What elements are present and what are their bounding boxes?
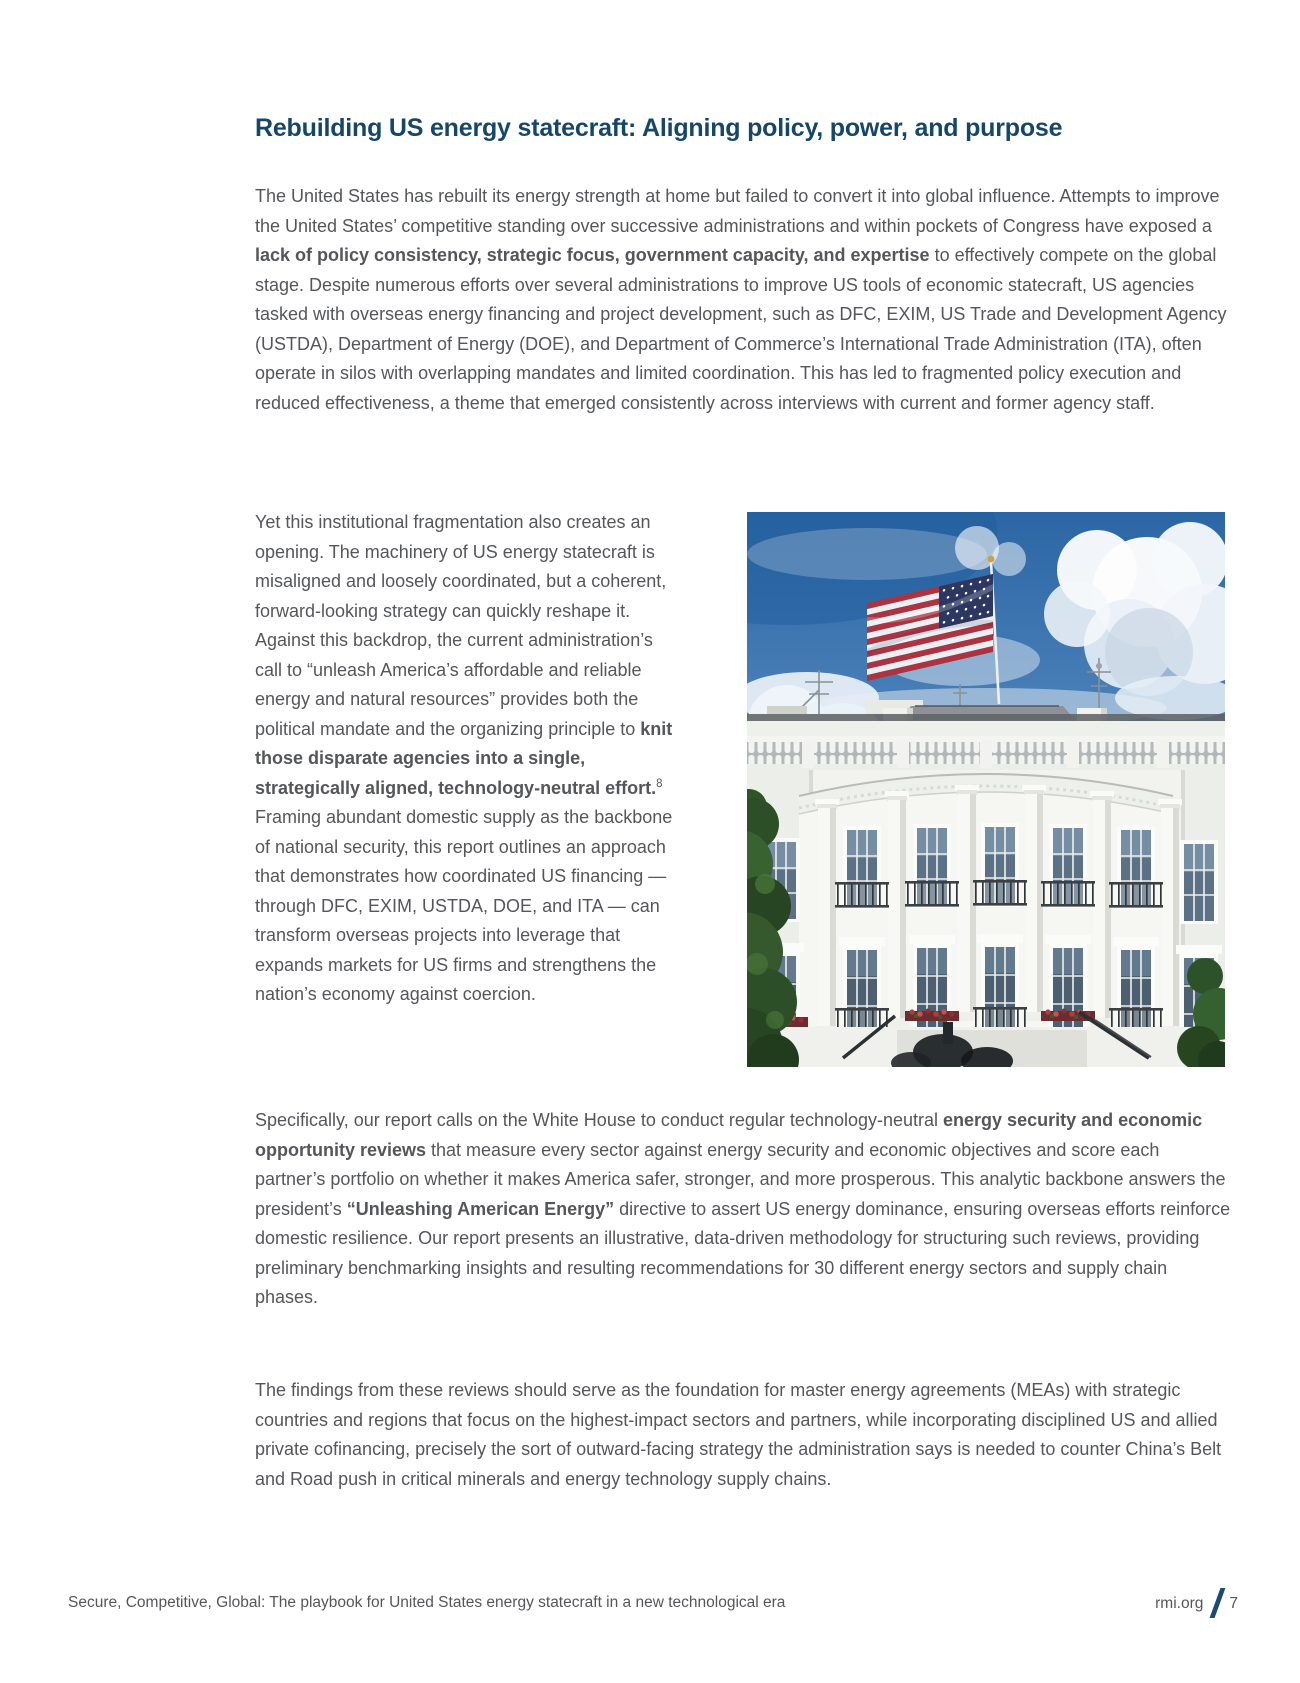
white-house-photo (747, 512, 1225, 1067)
footer-site-label: rmi.org (1155, 1595, 1204, 1612)
white-house-illustration (747, 512, 1225, 1067)
intro-paragraph: The United States has rebuilt its energy strength at home but failed to convert it into global influence. Attempts to improve the United States’ competitive standing over successive administrations and within pockets of Congress have exposed a lack of policy consistency, strategic focus, government capacity, and expertise to effectively compete on the global stage. Despite numerous efforts over several administrations to improve US tools of economic statecraft, US agencies tasked with overseas energy financing and project development, such as DFC, EXIM, US Trade and Development Agency (USTDA), Department of Energy (DOE), and Department of Commerce’s International Trade Administration (ITA), often operate in silos with overlapping mandates and limited coordination. This has led to fragmented policy execution and reduced effectiveness, a theme that emerged consistently across interviews with current and former agency staff. (255, 186, 1227, 413)
footer-page-number: 7 (1229, 1595, 1238, 1612)
findings-paragraph: The findings from these reviews should serve as the foundation for master energy agreements (MEAs) with strategic countries and regions that focus on the highest-impact sectors and partners, while incorporating disciplined US and allied private cofinancing, precisely the sort of outward-facing strategy the administration says is needed to counter China’s Belt and Road push in critical minerals and energy technology supply chains. (255, 1380, 1222, 1489)
footer-slash-icon (1210, 1588, 1226, 1618)
footer-report-title: Secure, Competitive, Global: The playbook for United States energy statecraft in a new technological era (68, 1594, 786, 1611)
specifically-paragraph: Specifically, our report calls on the White House to conduct regular technology-neutral energy security and economic opportunity reviews that measure every sector against energy security and economic objectives and score each partner’s portfolio on whether it makes America safer, stronger, and more prosperous. This analytic backbone answers the president’s “Unleashing American Energy” directive to assert US energy dominance, ensuring overseas efforts reinforce domestic resilience. Our report presents an illustrative, data-driven methodology for structuring such reviews, providing preliminary benchmarking insights and resulting recommendations for 30 different energy sectors and supply chain phases. (255, 1110, 1231, 1307)
footer-pagination (1155, 1589, 1238, 1619)
page-title: Rebuilding US energy statecraft: Aligning policy, power, and purpose (255, 114, 1063, 142)
column-paragraph: Yet this institutional fragmentation also creates an opening. The machinery of US energy statecraft is misaligned and loosely coordinated, but a coherent, forward-looking strategy can quickly reshape it. Against this backdrop, the current administration’s call to “unleash America’s affordable and reliable energy and natural resources” provides both the political mandate and the organizing principle to knit those disparate agencies into a single, strategically aligned, technology-neutral effort.$^8$ Framing abundant domestic supply as the backbone of national security, this report outlines an approach that demonstrates how coordinated US financing — through DFC, EXIM, USTDA, DOE, and ITA — can transform overseas projects into leverage that expands markets for US firms and strengthens the nation’s economy against coercion. (255, 512, 673, 1004)
white-house-building (747, 658, 1225, 1067)
